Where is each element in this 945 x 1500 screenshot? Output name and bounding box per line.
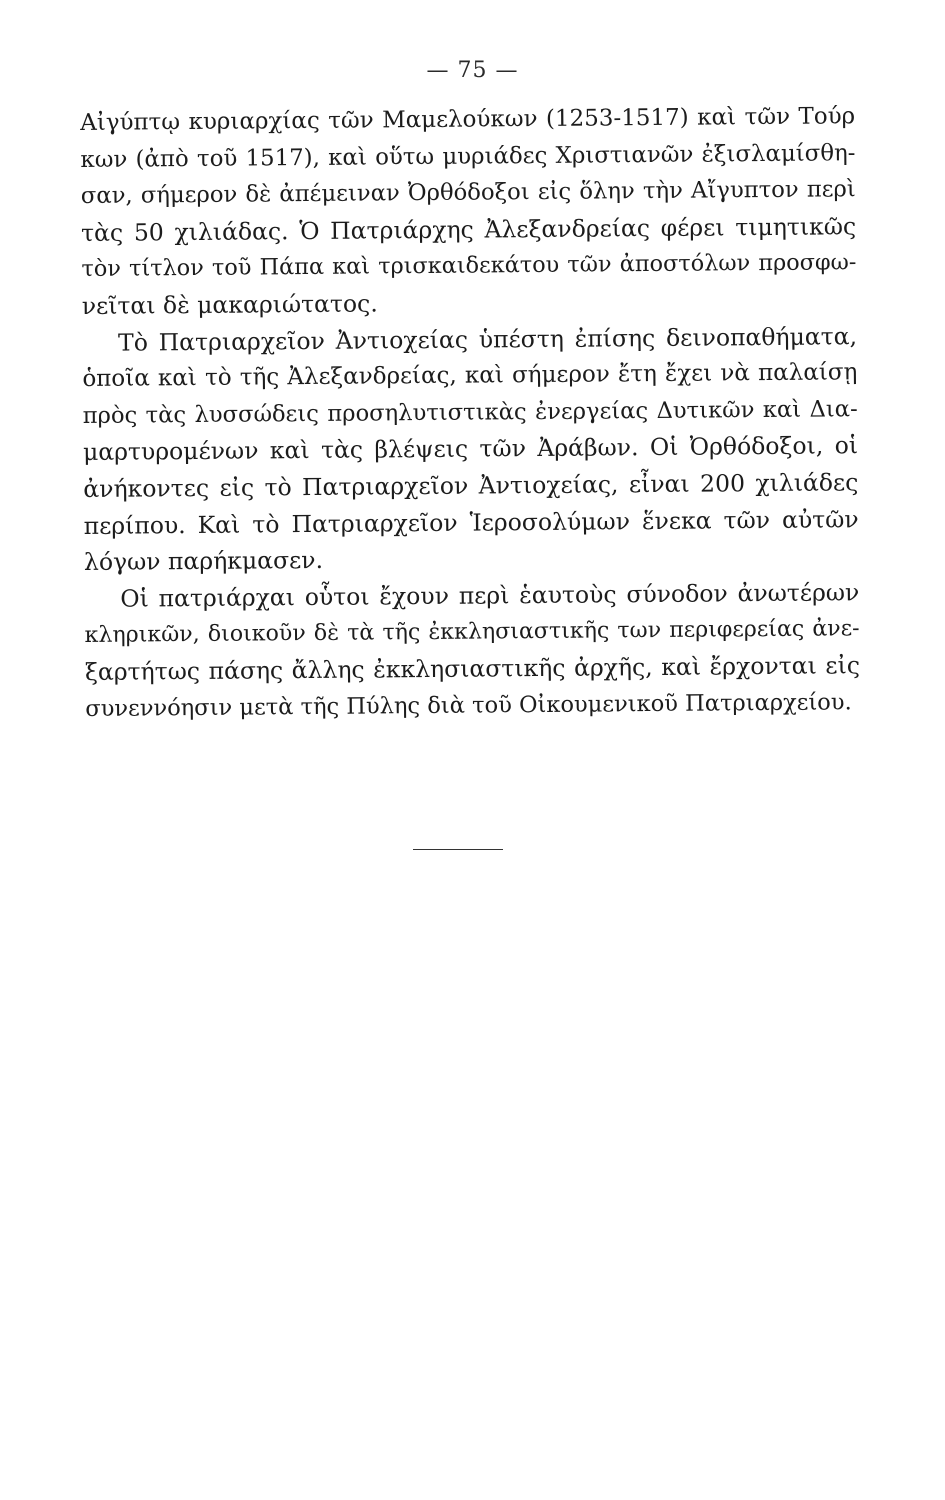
page-number: — 75 —	[426, 58, 519, 83]
text-line: ξαρτήτως πάσης ἄλλης ἐκκλησιαστικῆς ἀρχῆς, καὶ ἔρχονται εἰς	[84, 651, 861, 686]
text-line: κων (ἀπὸ τοῦ 1517), καὶ οὕτω μυριάδες Χριστιανῶν ἐξισλαμίσθη-	[80, 139, 856, 173]
text-line: λόγων παρήκμασεν.	[83, 546, 324, 577]
paragraph-3	[84, 574, 860, 727]
text-line: συνεννόησιν μετὰ τῆς Πύλης διὰ τοῦ Οἰκουμενικοῦ Πατριαρχείου.	[85, 688, 852, 722]
text-line: ἀνήκοντες εἰς τὸ Πατριαρχεῖον Ἀντιοχείας, εἶναι 200 χιλιάδες	[83, 468, 859, 503]
text-line: νεῖται δὲ μακαριώτατος.	[81, 289, 378, 320]
end-divider	[413, 849, 503, 850]
paragraph-2	[82, 318, 859, 581]
text-line: σαν, σήμερον δὲ ἀπέμειναν Ὀρθόδοξοι εἰς ὅλην τὴν Αἴγυπτον περὶ	[80, 176, 856, 210]
text-line: Τὸ Πατριαρχεῖον Ἀντιοχείας ὑπέστη ἐπίσης δεινοπαθήματα,	[117, 321, 858, 357]
text-line: κληρικῶν, διοικοῦν δὲ τὰ τῆς ἐκκλησιαστικῆς των περιφερείας ἀνε-	[84, 615, 860, 649]
text-line: μαρτυρομένων καὶ τὰς βλέψεις τῶν Ἀράβων. Οἱ Ὀρθόδοξοι, οἱ	[82, 431, 859, 467]
text-line: τὸν τίτλον τοῦ Πάπα καὶ τρισκαιδεκάτου τῶν ἀποστόλων προσφω-	[81, 249, 857, 283]
text-line: πρὸς τὰς λυσσώδεις προσηλυτιστικὰς ἐνεργείας Δυτικῶν καὶ Δια-	[82, 395, 858, 429]
text-line: Αἰγύπτῳ κυριαρχίας τῶν Μαμελούκων (1253-1517) καὶ τῶν Τούρ	[80, 103, 856, 136]
text-line: τὰς 50 χιλιάδας. Ὁ Πατριάρχης Ἀλεξανδρείας φέρει τιμητικῶς	[80, 212, 857, 247]
body-text	[80, 98, 860, 727]
text-line: Οἱ πατριάρχαι οὗτοι ἔχουν περὶ ἑαυτοὺς σύνοδον ἀνωτέρων	[120, 577, 860, 613]
text-line: περίπου. Καὶ τὸ Πατριαρχεῖον Ἱεροσολύμων ἕνεκα τῶν αὐτῶν	[83, 504, 859, 540]
text-line: ὁποῖα καὶ τὸ τῆς Ἀλεξανδρείας, καὶ σήμερον ἔτη ἔχει νὰ παλαίσῃ	[82, 359, 858, 393]
paragraph-1	[80, 98, 857, 324]
